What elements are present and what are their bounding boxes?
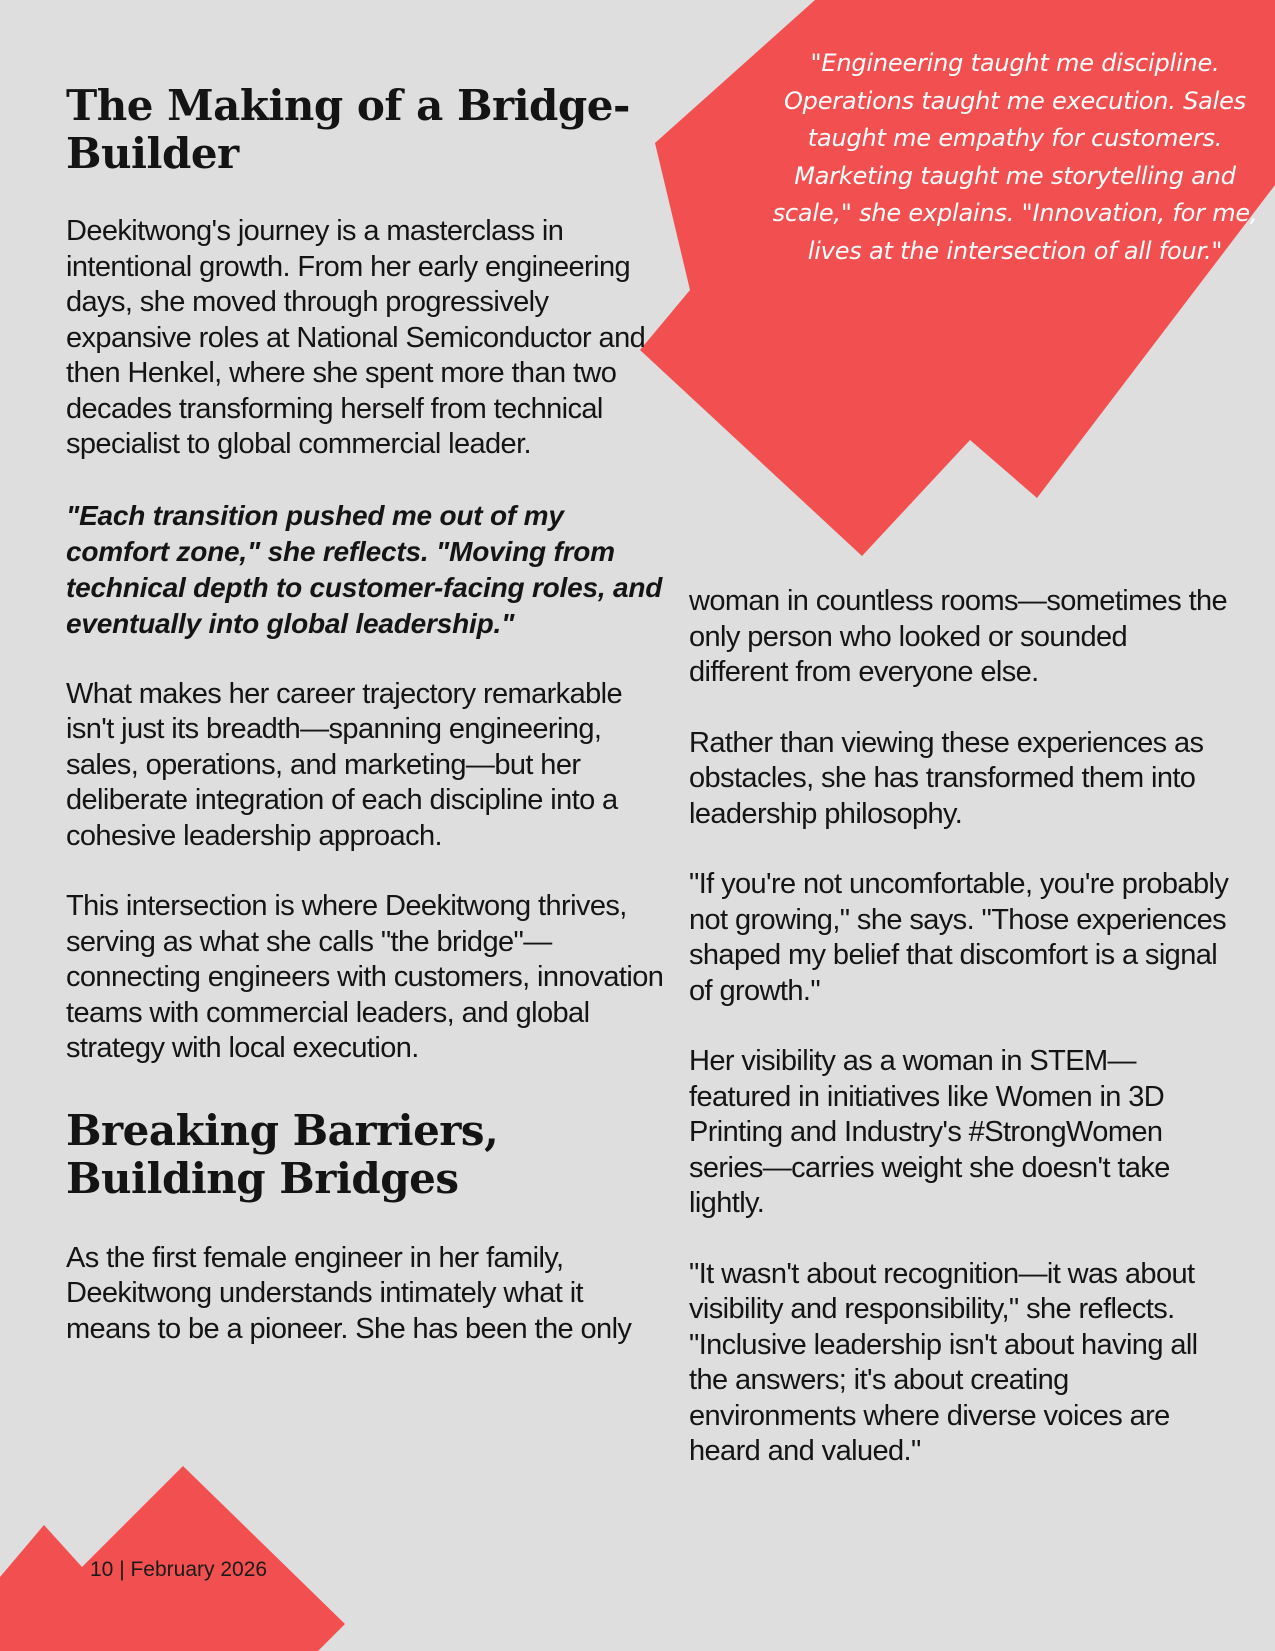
paragraph-only-woman: woman in countless rooms—sometimes the only person who looked or sounded different from everyone else. — [689, 585, 1228, 688]
paragraph-the-bridge: This intersection is where Deekitwong thrives, serving as what she calls "the bridge"—connecting engineers with customers, innovation teams with commercial leaders, and global strategy with local execution. — [66, 890, 664, 1064]
section-heading-breaking-barriers: Breaking Barriers, Building Bridges — [66, 1105, 499, 1203]
section-heading-bridge-builder: The Making of a Bridge-Builder — [66, 81, 630, 178]
quote-uncomfortable: "If you're not uncomfortable, you're probably not growing," she says. "Those experiences shaped my belief that discomfort is a signal of growth." — [689, 868, 1229, 1007]
quote-comfort-zone: "Each transition pushed me out of my comfort zone," she reflects. "Moving from technical depth to customer-facing roles, and eventually into global leadership." — [66, 499, 663, 639]
quote-inclusive-leadership: "It wasn't about recognition—it was about visibility and responsibility," she reflects. "Inclusive leadership isn't about having all the answers; it's about creating environments where diverse voices are heard and valued." — [689, 1257, 1198, 1467]
paragraph-obstacles: Rather than viewing these experiences as obstacles, she has transformed them into leadership philosophy. — [689, 726, 1204, 830]
left-column — [66, 82, 666, 1347]
pull-quote: "Engineering taught me discipline. Operations taught me execution. Sales taught me empathy for customers. Marketing taught me storytelling and scale," she explains. "Innovation, for me, lives at the intersection of all four." — [772, 49, 1258, 265]
page-footer: 10 | February 2026 — [90, 1558, 268, 1581]
paragraph-journey: Deekitwong's journey is a masterclass in intentional growth. From her early engineering days, she moved through progressively expansive roles at National Semiconductor and then Henkel, where she spent more than two decades transforming herself from technical specialist to global commercial leader. — [66, 215, 646, 460]
right-column — [689, 584, 1229, 1470]
paragraph-visibility-stem: Her visibility as a woman in STEM—featured in initiatives like Women in 3D Printing and Industry's #StrongWomen series—carries weight she doesn't take lightly. — [689, 1045, 1170, 1219]
paragraph-career-trajectory: What makes her career trajectory remarkable isn't just its breadth—spanning engineering, sales, operations, and marketing—but her deliberate integration of each discipline into a cohesive leadership approach. — [66, 677, 623, 852]
paragraph-first-female-engineer: As the first female engineer in her family, Deekitwong understands intimately what it means to be a pioneer. She has been the only — [66, 1241, 632, 1345]
